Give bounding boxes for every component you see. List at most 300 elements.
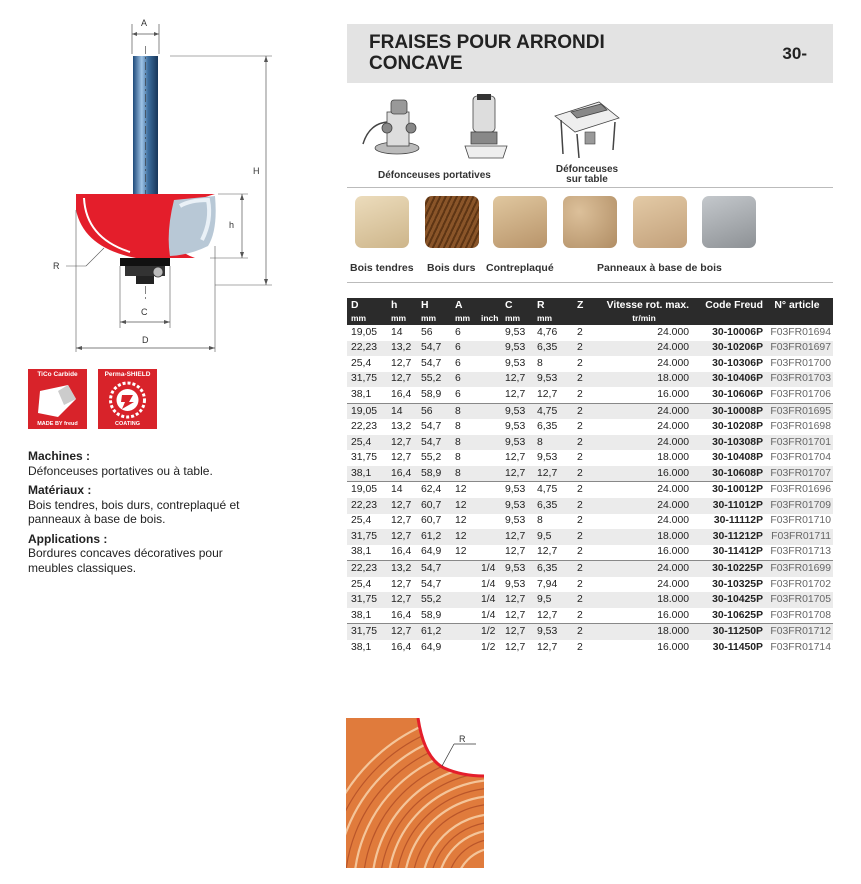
cell-d: 31,75 xyxy=(351,373,378,385)
saw-blade-icon xyxy=(98,369,157,429)
col-a: A xyxy=(455,299,463,311)
cell-speed: 16.000 xyxy=(657,388,689,400)
cell-h: 16,4 xyxy=(391,546,412,558)
cell-c: 9,53 xyxy=(505,578,526,590)
table-row xyxy=(347,341,833,357)
cell-speed: 24.000 xyxy=(657,499,689,511)
cell-a: 6 xyxy=(455,357,461,369)
router-table-icon xyxy=(551,96,623,162)
cell-z: 2 xyxy=(577,373,583,385)
cell-r: 7,94 xyxy=(537,578,558,590)
cell-r: 4,75 xyxy=(537,482,577,498)
cell-c: 12,7 xyxy=(505,530,526,542)
cell-z: 2 xyxy=(577,403,599,419)
cell-article: F03FR01697 xyxy=(770,342,831,354)
unit-speed: tr/min xyxy=(632,313,656,323)
cell-h: 12,7 xyxy=(391,594,412,606)
cell-a: 8 xyxy=(455,452,461,464)
cell-a: 12 xyxy=(455,482,481,498)
cell-z: 2 xyxy=(577,609,583,621)
material-label-softwood: Bois tendres xyxy=(350,262,414,274)
cell-d: 38,1 xyxy=(351,467,372,479)
cell-code: 30-10408P xyxy=(712,452,763,464)
cell-c: 9,53 xyxy=(505,326,526,338)
cell-r: 6,35 xyxy=(537,499,558,511)
cell-code: 30-10208P xyxy=(712,421,763,433)
cell-code: 30-10608P xyxy=(712,467,763,479)
dim-r-label: R xyxy=(53,261,60,271)
unit-c: mm xyxy=(505,313,521,323)
cell-a xyxy=(455,577,481,593)
cell-code: 30-10008P xyxy=(701,403,763,419)
cell-speed: 24.000 xyxy=(657,326,689,338)
info-block xyxy=(28,449,258,575)
cell-article: F03FR01705 xyxy=(770,594,831,606)
unit-article xyxy=(763,312,833,325)
cell-c: 12,7 xyxy=(505,624,537,640)
cell-a xyxy=(455,624,481,640)
col-H: H xyxy=(421,299,429,311)
cell-d: 19,05 xyxy=(347,403,391,419)
tico-badge-top: TiCo Carbide xyxy=(37,371,78,378)
unit-z xyxy=(577,312,599,325)
perma-badge-bottom: COATING xyxy=(115,421,140,427)
cell-c: 9,53 xyxy=(505,436,526,448)
cell-z: 2 xyxy=(577,326,583,338)
cell-H: 56 xyxy=(421,326,433,338)
col-a-inch xyxy=(481,298,505,312)
cell-z: 2 xyxy=(577,388,583,400)
cell-speed: 18.000 xyxy=(657,530,689,542)
table-row xyxy=(347,498,833,514)
cell-a xyxy=(455,561,481,577)
cell-article: F03FR01702 xyxy=(770,578,831,590)
cell-a: 6 xyxy=(455,388,461,400)
cell-article: F03FR01709 xyxy=(770,499,831,511)
cell-a: 8 xyxy=(455,467,461,479)
cell-h: 14 xyxy=(391,482,421,498)
portable-router-icon xyxy=(357,94,427,160)
unit-a: mm xyxy=(455,313,471,323)
cell-a: 8 xyxy=(455,403,481,419)
cell-a-inch: 1/4 xyxy=(481,594,496,606)
cell-h: 12,7 xyxy=(391,530,412,542)
cell-code: 30-11212P xyxy=(712,530,763,542)
table-row xyxy=(347,450,833,466)
cell-article: F03FR01699 xyxy=(763,561,833,577)
profile-r-label: R xyxy=(459,734,466,744)
cell-r: 6,35 xyxy=(537,561,577,577)
separator-mid xyxy=(347,282,833,283)
cell-a-inch: 1/4 xyxy=(481,561,505,577)
dim-a-label: A xyxy=(141,18,148,28)
col-speed: Vitesse rot. max. xyxy=(606,299,689,311)
cell-h: 12,7 xyxy=(391,452,412,464)
section-number: 30- xyxy=(782,44,807,63)
cell-article: F03FR01713 xyxy=(770,546,831,558)
col-d: D xyxy=(351,299,359,311)
cell-speed: 16.000 xyxy=(657,467,689,479)
unit-r: mm xyxy=(537,313,553,323)
cell-d: 25,4 xyxy=(351,357,372,369)
cell-H: 54,7 xyxy=(421,357,442,369)
cell-d: 38,1 xyxy=(351,641,372,653)
col-c: C xyxy=(505,299,513,311)
cell-z: 2 xyxy=(577,515,583,527)
cell-article: F03FR01711 xyxy=(771,530,831,542)
cell-a: 12 xyxy=(455,530,467,542)
cell-code: 30-10206P xyxy=(712,342,763,354)
cell-r: 9,53 xyxy=(537,624,577,640)
cell-d: 25,4 xyxy=(351,578,372,590)
material-label-panels: Panneaux à base de bois xyxy=(597,262,722,274)
table-row xyxy=(347,624,833,640)
cell-article: F03FR01704 xyxy=(770,452,831,464)
cell-c: 12,7 xyxy=(505,594,526,606)
cell-z: 2 xyxy=(577,561,599,577)
cell-r: 12,7 xyxy=(537,546,558,558)
cell-H: 60,7 xyxy=(421,515,442,527)
cell-speed: 16.000 xyxy=(657,546,689,558)
cell-r: 6,35 xyxy=(537,421,558,433)
cell-H: 60,7 xyxy=(421,499,442,511)
cell-r: 12,7 xyxy=(537,641,558,653)
table-units-row xyxy=(347,312,833,325)
cell-a xyxy=(455,592,481,608)
cell-speed: 24.000 xyxy=(657,421,689,433)
materials-text: Bois tendres, bois durs, contreplaqué et panneaux à base de bois. xyxy=(28,497,240,526)
cell-c: 12,7 xyxy=(505,467,526,479)
cell-c: 9,53 xyxy=(505,421,526,433)
cell-a-inch xyxy=(481,325,505,341)
cell-article: F03FR01710 xyxy=(770,515,831,527)
cell-d: 31,75 xyxy=(351,452,378,464)
cell-code: 30-10406P xyxy=(712,373,763,385)
cell-speed: 18.000 xyxy=(657,452,689,464)
sample-plywood xyxy=(493,196,547,248)
cell-z: 2 xyxy=(577,357,583,369)
cell-r: 4,75 xyxy=(537,403,577,419)
table-row xyxy=(347,608,833,624)
cell-speed: 16.000 xyxy=(657,609,689,621)
cell-H: 55,2 xyxy=(421,452,442,464)
cell-a-inch xyxy=(481,514,505,530)
cell-c: 12,7 xyxy=(505,641,526,653)
table-body xyxy=(347,325,833,655)
cell-a-inch xyxy=(481,529,505,545)
cell-article: F03FR01712 xyxy=(763,624,833,640)
cell-h: 13,2 xyxy=(391,342,412,354)
cell-code: 30-10325P xyxy=(712,578,763,590)
cell-d: 31,75 xyxy=(351,594,378,606)
cell-a-inch: 1/4 xyxy=(481,578,496,590)
carbide-tip-icon xyxy=(28,369,87,429)
cell-a-inch xyxy=(481,450,505,466)
cell-H: 64,9 xyxy=(421,641,442,653)
cell-H: 55,2 xyxy=(421,594,442,606)
cell-c: 9,53 xyxy=(505,561,537,577)
cell-a-inch xyxy=(481,341,505,357)
cell-d: 31,75 xyxy=(347,624,391,640)
cell-speed: 24.000 xyxy=(657,515,689,527)
dim-d-label: D xyxy=(142,335,149,345)
col-z: Z xyxy=(577,299,584,311)
cell-a-inch: 1/2 xyxy=(481,624,505,640)
cell-c: 12,7 xyxy=(505,388,526,400)
cell-c: 9,53 xyxy=(505,403,537,419)
cell-article: F03FR01708 xyxy=(770,609,831,621)
cell-z: 2 xyxy=(577,452,583,464)
cell-h: 12,7 xyxy=(391,499,412,511)
sample-hardwood xyxy=(425,196,479,248)
cell-a-inch xyxy=(481,545,505,561)
material-label-plywood: Contreplaqué xyxy=(486,262,554,274)
cell-r: 9,5 xyxy=(537,530,552,542)
cell-r: 8 xyxy=(537,436,543,448)
cell-a: 12 xyxy=(455,546,467,558)
cell-d: 38,1 xyxy=(351,388,372,400)
cell-z: 2 xyxy=(577,641,583,653)
cell-d: 38,1 xyxy=(351,546,372,558)
cell-code: 30-10606P xyxy=(712,388,763,400)
applications-text: Bordures concaves décoratives pour meubles classiques. xyxy=(28,546,223,575)
cell-a-inch xyxy=(481,498,505,514)
cell-c: 12,7 xyxy=(505,609,526,621)
unit-H: mm xyxy=(421,313,437,323)
cell-speed: 24.000 xyxy=(657,436,689,448)
cell-H: 61,2 xyxy=(421,530,442,542)
trim-router-icon xyxy=(463,92,509,162)
cell-H: 64,9 xyxy=(421,546,442,558)
cell-code: 30-10425P xyxy=(712,594,763,606)
unit-h: mm xyxy=(391,313,407,323)
table-row xyxy=(347,592,833,608)
cell-z: 2 xyxy=(577,436,583,448)
sample-softwood xyxy=(355,196,409,248)
cell-a: 12 xyxy=(455,515,467,527)
cell-z: 2 xyxy=(577,421,583,433)
cell-d: 22,23 xyxy=(347,561,391,577)
cell-c: 9,53 xyxy=(505,342,526,354)
cell-article: F03FR01714 xyxy=(770,641,831,653)
tico-carbide-badge xyxy=(28,369,87,429)
cell-h: 16,4 xyxy=(391,641,412,653)
cell-r: 8 xyxy=(537,515,543,527)
cell-r: 9,53 xyxy=(537,452,558,464)
perma-badge-top: Perma-SHIELD xyxy=(104,371,151,378)
cell-z: 2 xyxy=(577,624,599,640)
cell-code: 30-10306P xyxy=(712,357,763,369)
cell-h: 12,7 xyxy=(391,578,412,590)
cell-code: 30-11250P xyxy=(701,624,763,640)
cell-h: 16,4 xyxy=(391,467,412,479)
table-row xyxy=(347,419,833,435)
cell-article: F03FR01700 xyxy=(770,357,831,369)
cell-h: 13,2 xyxy=(391,421,412,433)
cell-a xyxy=(455,640,481,656)
cell-speed: 24.000 xyxy=(599,482,701,498)
cell-H: 56 xyxy=(421,403,455,419)
cell-speed: 18.000 xyxy=(657,373,689,385)
cell-r: 12,7 xyxy=(537,388,558,400)
cell-r: 9,5 xyxy=(537,594,552,606)
cell-d: 19,05 xyxy=(347,482,391,498)
cell-z: 2 xyxy=(577,482,599,498)
cell-speed: 18.000 xyxy=(657,594,689,606)
cell-code: 30-10012P xyxy=(701,482,763,498)
material-label-hardwood: Bois durs xyxy=(427,262,476,274)
dim-c-label: C xyxy=(141,307,148,317)
table-row xyxy=(347,372,833,388)
table-header-row xyxy=(347,298,833,312)
cell-speed: 24.000 xyxy=(657,578,689,590)
cell-speed: 24.000 xyxy=(657,342,689,354)
cell-article: F03FR01707 xyxy=(770,467,831,479)
col-h: h xyxy=(391,299,398,311)
cell-c: 9,53 xyxy=(505,499,526,511)
cell-a-inch: 1/4 xyxy=(481,609,496,621)
cell-h: 12,7 xyxy=(391,436,412,448)
cell-a-inch xyxy=(481,356,505,372)
cell-c: 12,7 xyxy=(505,373,526,385)
cell-c: 12,7 xyxy=(505,546,526,558)
cell-h: 13,2 xyxy=(391,561,421,577)
table-row xyxy=(347,387,833,403)
cell-a-inch xyxy=(481,372,505,388)
table-row xyxy=(347,545,833,561)
cell-a-inch xyxy=(481,466,505,482)
machines-text: Défonceuses portatives ou à table. xyxy=(28,463,213,478)
table-row xyxy=(347,640,833,656)
cell-a xyxy=(455,608,481,624)
dim-h-upper-label: H xyxy=(253,166,260,176)
cell-d: 22,23 xyxy=(351,499,378,511)
cell-h: 14 xyxy=(391,403,421,419)
cell-code: 30-11412P xyxy=(712,546,763,558)
cell-a: 8 xyxy=(455,421,461,433)
cell-a-inch xyxy=(481,403,505,419)
table-row xyxy=(347,514,833,530)
cell-r: 8 xyxy=(537,357,543,369)
cell-speed: 18.000 xyxy=(599,624,701,640)
cell-z: 2 xyxy=(577,546,583,558)
cell-article: F03FR01694 xyxy=(770,326,831,338)
cell-H: 58,9 xyxy=(421,609,442,621)
cell-d: 22,23 xyxy=(351,421,378,433)
cell-h: 12,7 xyxy=(391,624,421,640)
cell-code: 30-10006P xyxy=(712,326,763,338)
cell-h: 14 xyxy=(391,326,403,338)
cell-a: 6 xyxy=(455,326,461,338)
materials-title: Matériaux : xyxy=(28,483,92,497)
unit-d: mm xyxy=(351,313,367,323)
table-row xyxy=(347,482,833,498)
cell-z: 2 xyxy=(577,499,583,511)
cell-c: 9,53 xyxy=(505,515,526,527)
cell-code: 30-11112P xyxy=(713,515,763,527)
cell-code: 30-10625P xyxy=(712,609,763,621)
cell-r: 6,35 xyxy=(537,342,558,354)
cell-speed: 24.000 xyxy=(599,561,701,577)
cell-H: 54,7 xyxy=(421,561,455,577)
applications-title: Applications : xyxy=(28,531,108,546)
cell-H: 54,7 xyxy=(421,578,442,590)
cell-r: 12,7 xyxy=(537,467,558,479)
cell-H: 54,7 xyxy=(421,421,442,433)
concave-profile-drawing xyxy=(346,718,486,868)
router-bit-drawing xyxy=(40,10,280,355)
sample-particleboard xyxy=(563,196,617,248)
table-row xyxy=(347,356,833,372)
separator-top xyxy=(347,187,833,188)
dim-h-lower-label: h xyxy=(229,220,235,230)
cell-h: 16,4 xyxy=(391,388,412,400)
cell-d: 25,4 xyxy=(351,515,372,527)
unit-code xyxy=(701,312,763,325)
tico-badge-bottom: MADE BY freud xyxy=(37,421,78,427)
cell-code: 30-10225P xyxy=(701,561,763,577)
cell-z: 2 xyxy=(577,530,583,542)
sample-melamine xyxy=(702,196,756,248)
cell-z: 2 xyxy=(577,342,583,354)
table-row xyxy=(347,577,833,593)
col-code: Code Freud xyxy=(705,299,763,311)
table-row xyxy=(347,529,833,545)
cell-z: 2 xyxy=(577,594,583,606)
cell-a-inch xyxy=(481,419,505,435)
cell-code: 30-11012P xyxy=(712,499,763,511)
col-article: N° article xyxy=(774,299,820,311)
unit-a-inch: inch xyxy=(481,313,499,323)
cell-a: 6 xyxy=(455,342,461,354)
cell-H: 54,7 xyxy=(421,436,442,448)
cell-H: 55,2 xyxy=(421,373,442,385)
spec-table xyxy=(347,298,833,655)
cell-z: 2 xyxy=(577,578,583,590)
cell-speed: 24.000 xyxy=(599,403,701,419)
table-row xyxy=(347,435,833,451)
cell-article: F03FR01703 xyxy=(770,373,831,385)
cell-a-inch xyxy=(481,482,505,498)
cell-code: 30-11450P xyxy=(712,641,763,653)
cell-c: 9,53 xyxy=(505,357,526,369)
cell-h: 12,7 xyxy=(391,373,412,385)
cell-a: 8 xyxy=(455,436,461,448)
cell-speed: 16.000 xyxy=(657,641,689,653)
machines-title: Machines : xyxy=(28,449,91,463)
cell-H: 62,4 xyxy=(421,482,455,498)
table-row xyxy=(347,466,833,482)
perma-shield-badge xyxy=(98,369,157,429)
sample-mdf xyxy=(633,196,687,248)
col-r: R xyxy=(537,299,545,311)
cell-a-inch xyxy=(481,435,505,451)
cell-d: 31,75 xyxy=(351,530,378,542)
cell-d: 25,4 xyxy=(351,436,372,448)
cell-article: F03FR01695 xyxy=(763,403,833,419)
cell-h: 16,4 xyxy=(391,609,412,621)
cell-H: 61,2 xyxy=(421,624,455,640)
cell-speed: 24.000 xyxy=(657,357,689,369)
cell-d: 38,1 xyxy=(351,609,372,621)
cell-c: 12,7 xyxy=(505,452,526,464)
cell-article: F03FR01701 xyxy=(770,436,831,448)
cell-H: 58,9 xyxy=(421,467,442,479)
page-header xyxy=(347,24,833,83)
cell-h: 12,7 xyxy=(391,357,412,369)
portable-router-label: Défonceuses portatives xyxy=(378,170,491,181)
table-row xyxy=(347,561,833,577)
